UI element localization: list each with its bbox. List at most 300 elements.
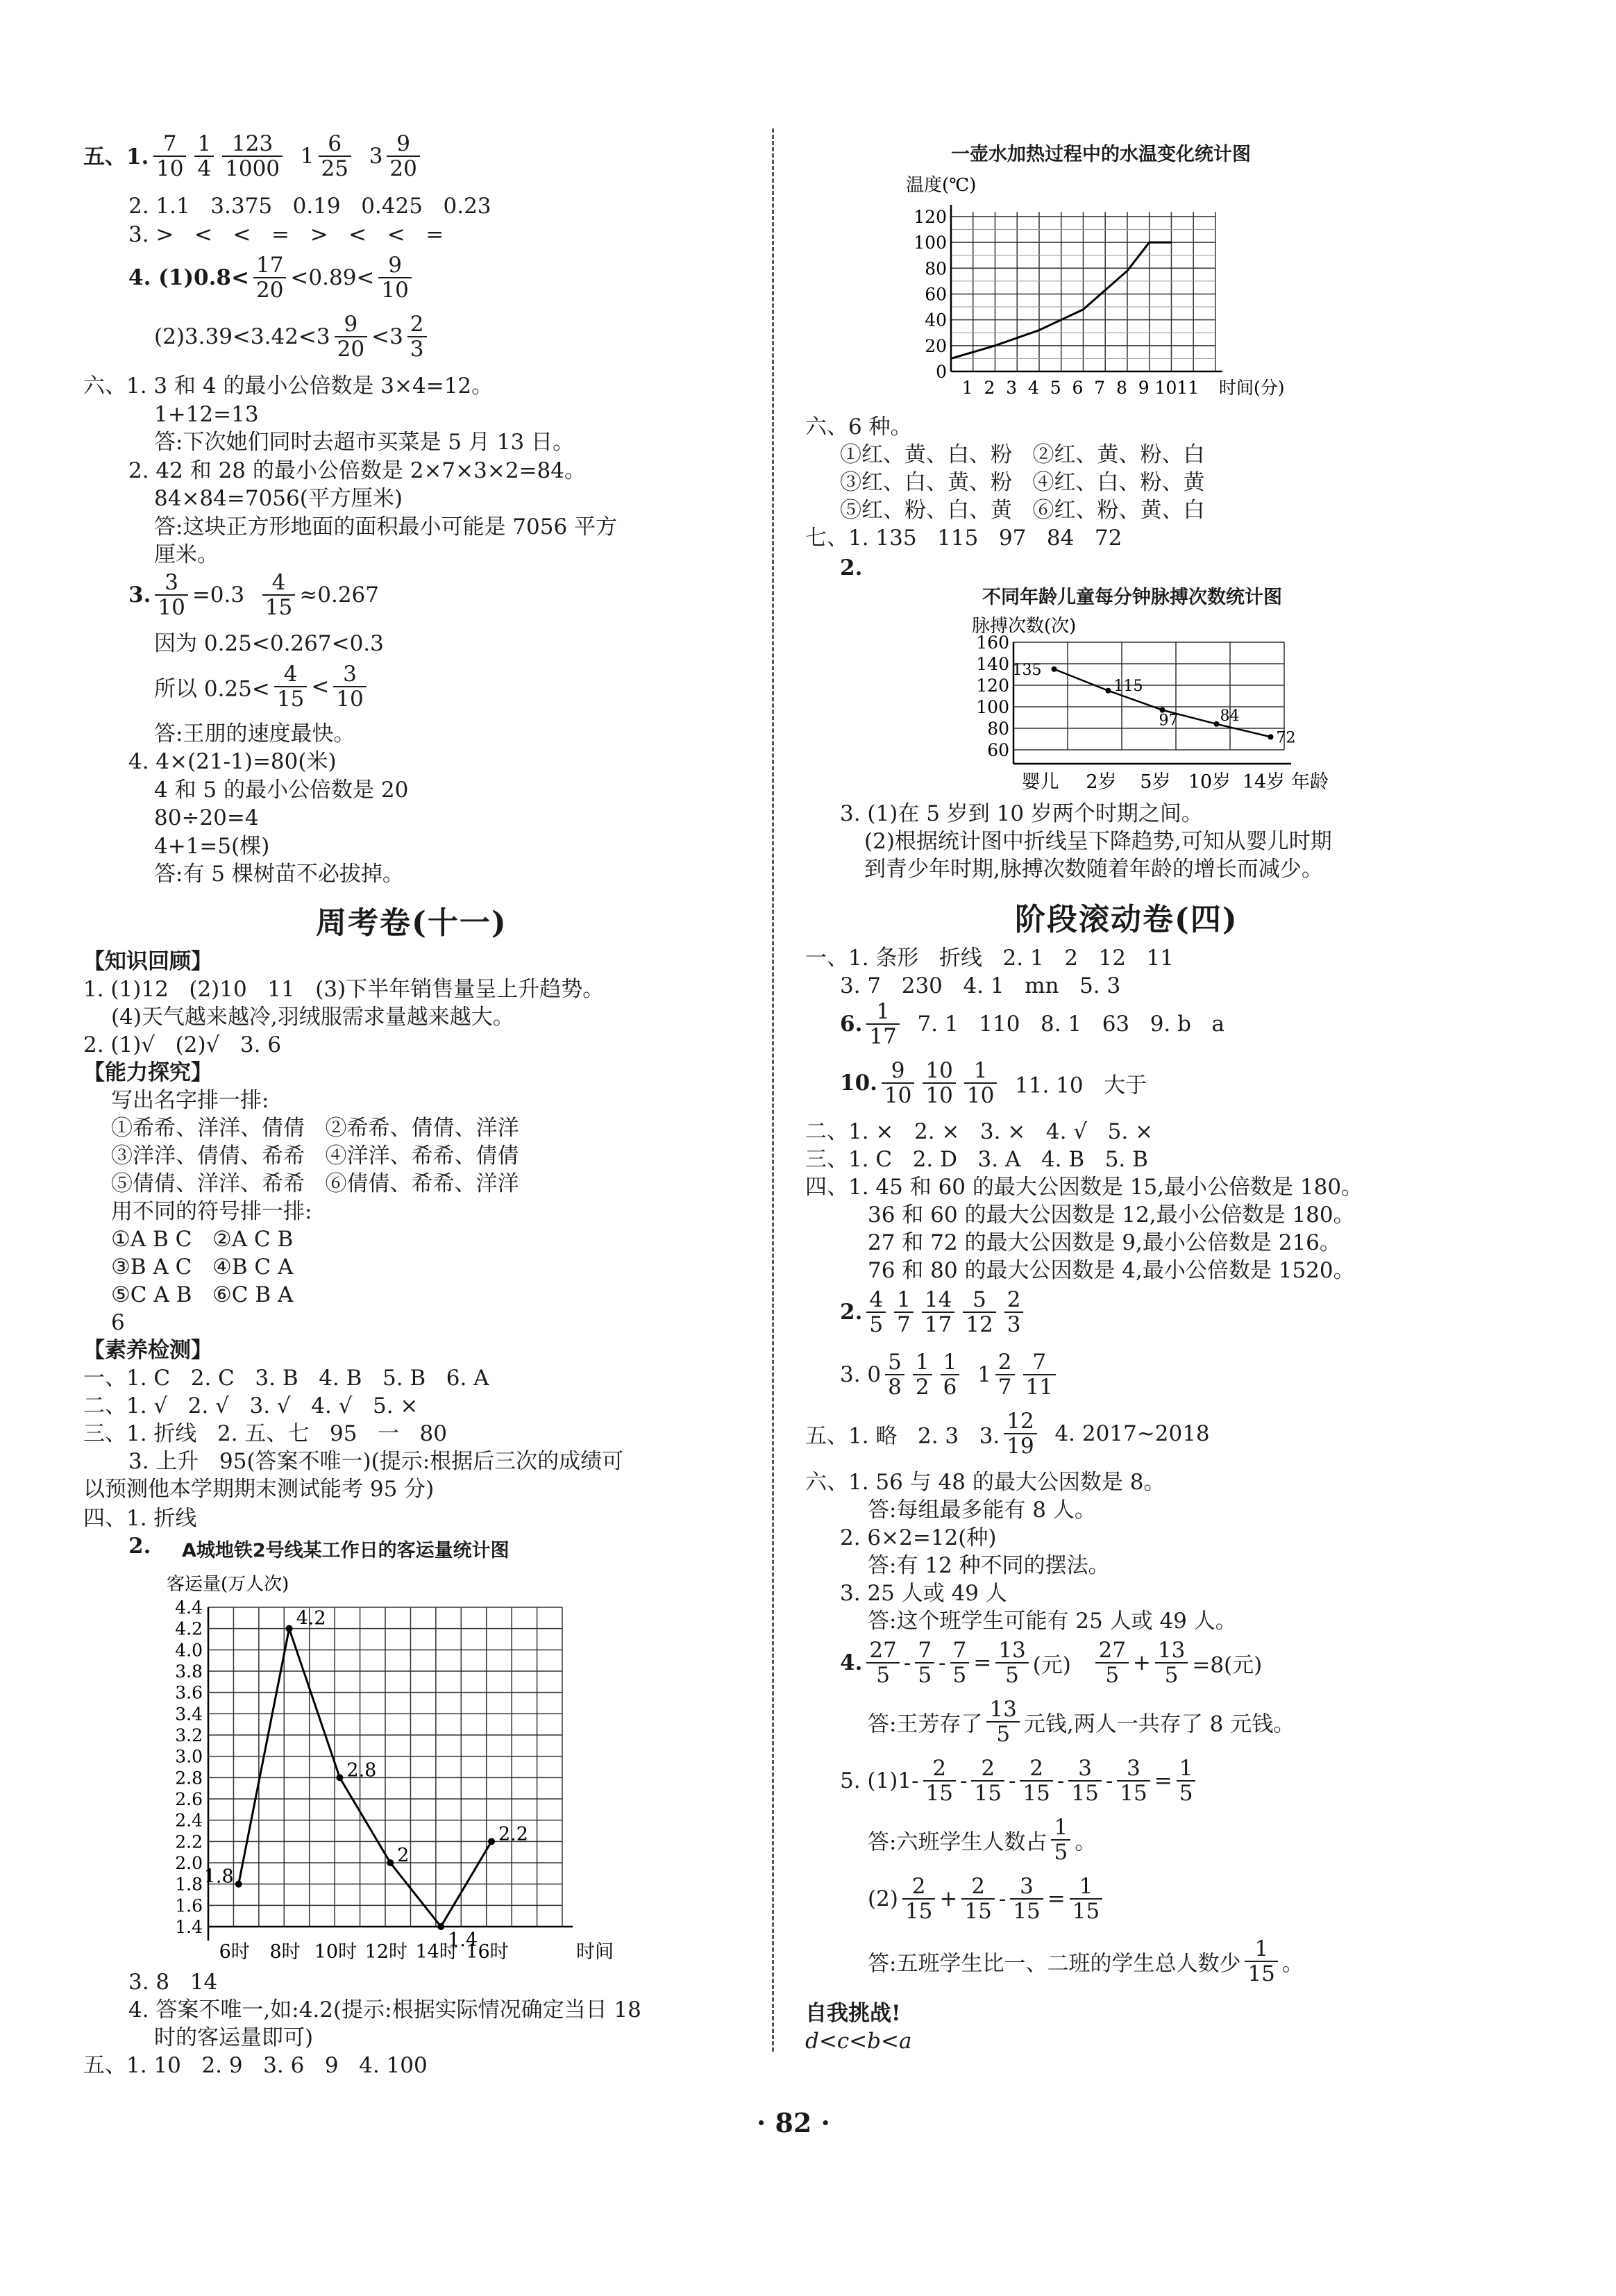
chart2-xlabel: 时间(分) [1218,378,1285,398]
text-run: 。 [1281,1951,1304,1977]
fraction [319,132,351,181]
numerator: 6 [319,132,351,157]
s4-2 [840,1288,1027,1336]
s6f: 答:这个班学生可能有 25 人或 49 人。 [868,1609,1237,1634]
text-run: <0.89< [290,265,375,290]
numerator: 1 [964,1059,997,1084]
s4a: 四、1. 45 和 60 的最大公因数是 15,最小公倍数是 180。 [805,1175,1363,1200]
nl2: ①希希、洋洋、倩倩 ②希希、倩倩、洋洋 [111,1116,519,1141]
s6k [868,1875,1106,1923]
x-tick-label: 6 [1072,378,1084,398]
denominator: 6 [943,1375,957,1400]
fraction [1095,1639,1128,1687]
q5-3: 3. > < < = > < < = [128,222,444,247]
numerator: 9 [378,253,411,278]
denominator: 12 [966,1312,993,1337]
denominator: 8 [888,1375,902,1400]
text-run: 11. 10 大于 [1001,1073,1147,1098]
y-tick-label: 1.8 [175,1874,203,1895]
week-title: 周考卷(十一) [316,905,507,941]
y-tick-label: 3.6 [175,1682,203,1703]
text-run: 2. [840,1300,863,1325]
zs1: 1. (1)12 (2)10 11 (3)下半年销售量呈上升趋势。 [83,977,605,1002]
x-tick-label: 1 [961,378,973,398]
y-tick-label: 120 [914,206,947,227]
denominator: 10 [966,1083,995,1108]
x-tick-label: 10 [1154,378,1177,398]
denominator: 15 [964,1899,992,1924]
r7-3a: 3. (1)在 5 岁到 10 岁两个时期之间。 [840,801,1203,826]
s6d: 答:有 12 种不同的摆法。 [868,1553,1110,1578]
nl4: ⑤倩倩、洋洋、希希 ⑥倩倩、希希、洋洋 [111,1171,519,1196]
fraction [1004,1409,1036,1458]
zs1b: (4)天气越来越冷,羽绒服需求量越来越大。 [111,1005,514,1030]
data-point [1268,734,1274,739]
denominator: 5 [1105,1663,1120,1688]
text-run: - [998,1886,1007,1911]
numerator: 1 [866,1000,899,1025]
fraction [866,1000,899,1048]
x-tick-label: 10时 [314,1941,357,1963]
fraction [155,571,187,619]
data-label: 2.2 [498,1823,528,1845]
denominator: 11 [1025,1375,1053,1400]
fraction [885,1350,904,1399]
numerator: 14 [922,1288,954,1313]
numerator: 1 [1245,1937,1277,1962]
chart1-title: A城地铁2号线某工作日的客运量统计图 [182,1540,510,1561]
denominator: 3 [410,337,424,362]
r6: 六、6 种。 [805,414,912,439]
text-run: 。 [1075,1829,1097,1855]
text-run: 3. [128,583,151,607]
text-run: 答:五班学生比一、二班的学生总人数少 [868,1951,1241,1977]
denominator: 10 [925,1083,953,1108]
x-tick-label: 2岁 [1086,771,1117,793]
fraction [387,132,419,181]
q6-3 [128,571,379,619]
nl6: ①A B C ②A C B [111,1227,294,1252]
y-tick-label: 2.2 [175,1832,203,1852]
numerator: 2 [995,1350,1015,1375]
q6-3c [154,662,371,711]
numerator: 13 [986,1698,1019,1723]
y-tick-label: 100 [976,697,1009,717]
numerator: 7 [153,132,186,157]
data-point [1052,667,1057,672]
q5-4-2 [154,312,431,361]
q6-2b: 84×84=7056(平方厘米) [154,486,403,511]
denominator: 17 [924,1312,952,1337]
data-label: 84 [1220,707,1240,725]
y-tick-label: 60 [925,284,947,305]
chart2-ylabel: 温度(℃) [906,175,977,196]
y-tick-label: 1.6 [175,1895,203,1916]
s1c [840,1000,1224,1048]
numerator: 3 [1010,1875,1043,1900]
numerator: 2 [407,312,427,337]
text-run: < [311,674,330,699]
numerator: 2 [1020,1757,1052,1782]
s1: 一、1. 条形 折线 2. 1 2 12 11 [805,946,1175,971]
fraction [963,1288,995,1336]
y-tick-label: 0 [936,362,947,382]
nl5: 用不同的符号排一排: [111,1199,312,1224]
denominator: 10 [158,595,185,620]
nl3: ③洋洋、倩倩、希希 ④洋洋、希希、倩倩 [111,1143,519,1168]
zs-heading: 【知识回顾】 [83,949,212,974]
zw1: d<c<b<a [805,2029,912,2054]
data-point [387,1859,394,1866]
numerator: 27 [866,1639,899,1664]
s6e: 3. 25 人或 49 人 [840,1581,1007,1606]
nl-heading: 【能力探究】 [83,1060,212,1085]
numerator: 2 [923,1757,956,1782]
denominator: 15 [1120,1781,1147,1806]
numerator: 2 [971,1757,1004,1782]
water-temp-chart [902,170,1333,406]
numerator: 1 [941,1350,960,1375]
s6g [840,1639,1262,1687]
denominator: 15 [1013,1899,1041,1924]
s4c: 27 和 72 的最大公因数是 9,最小公倍数是 216。 [868,1230,1341,1255]
text-run: - [939,1650,946,1675]
denominator: 1000 [225,156,280,181]
x-tick-label: 12时 [364,1941,407,1963]
q6-1: 六、1. 3 和 4 的最小公倍数是 3×4=12。 [83,374,494,399]
data-label: 72 [1276,729,1296,747]
sy2: 二、1. √ 2. √ 3. √ 4. √ 5. × [83,1393,419,1418]
y-tick-label: 3.4 [175,1704,203,1725]
text-run: 6. [840,1012,863,1037]
fraction [1010,1875,1043,1923]
y-tick-label: 160 [976,632,1009,653]
numerator: 1 [1177,1757,1196,1782]
r6b: ③红、白、黄、粉 ④红、白、粉、黄 [840,470,1205,495]
r7-2: 2. [840,555,863,580]
numerator: 17 [253,253,286,278]
x-tick-label: 16时 [466,1941,509,1963]
numerator: 7 [1023,1350,1056,1375]
text-run: =0.3 [192,583,258,607]
text-run: (2) [868,1886,898,1911]
text-run: ≈0.267 [299,583,379,607]
fraction [995,1639,1028,1687]
fraction [964,1059,997,1107]
data-point [336,1774,343,1781]
sy4-4: 4. 答案不唯一,如:4.2(提示:根据实际情况确定当日 18 [128,1997,641,2022]
fraction [407,312,427,361]
denominator: 15 [276,687,305,712]
s1d [840,1059,1147,1107]
q5-2: 2. 1.1 3.375 0.19 0.425 0.23 [128,194,491,219]
data-point [1214,721,1220,727]
fraction [1004,1288,1024,1336]
x-tick-label: 婴儿 [1021,771,1059,793]
y-tick-label: 20 [925,335,947,356]
numerator: 4 [274,662,307,687]
r6c: ⑤红、粉、白、黄 ⑥红、粉、黄、白 [840,498,1205,523]
s2: 二、1. × 2. × 3. × 4. √ 5. × [805,1119,1154,1144]
text-run: 1 [287,144,314,169]
q6-4b: 4 和 5 的最小公倍数是 20 [154,778,409,803]
chart3-ylabel: 脉搏次数(次) [972,616,1077,637]
x-tick-label: 6时 [219,1941,250,1963]
nl9: 6 [111,1310,125,1335]
fraction [902,1875,935,1923]
text-run: <3 [371,324,403,349]
column-divider [772,128,774,2052]
y-tick-label: 1.4 [175,1917,203,1937]
denominator: 20 [337,337,365,362]
q6-3b: 因为 0.25<0.267<0.3 [154,631,384,656]
s6h [868,1698,1295,1746]
x-tick-label: 14时 [415,1941,458,1963]
s6a: 六、1. 56 与 48 的最大公因数是 8。 [805,1470,1165,1495]
denominator: 15 [974,1781,1002,1806]
x-tick-label: 2 [984,378,995,398]
x-tick-label: 9 [1138,378,1150,398]
text-run: 4. [840,1650,863,1675]
page-number: · 82 · [757,2107,830,2138]
text-run: 答:王芳存了 [868,1711,983,1737]
numerator: 1 [1070,1875,1102,1900]
y-tick-label: 3.0 [175,1746,203,1767]
y-tick-label: 100 [914,233,947,253]
data-point [286,1625,293,1632]
r7-3b: (2)根据统计图中折线呈下降趋势,可知从婴儿时期 [864,829,1332,854]
fraction [894,1288,914,1336]
s5 [805,1409,1210,1458]
numerator: 1 [894,1288,914,1313]
numerator: 5 [885,1350,904,1375]
text-run: = [1047,1886,1066,1911]
fraction [378,253,411,302]
data-label: 97 [1159,712,1179,730]
text-run: + [1132,1650,1151,1675]
numerator: 9 [882,1059,914,1084]
q5-fractions [149,132,424,181]
fraction [941,1350,960,1399]
y-tick-label: 2.0 [175,1853,203,1873]
fraction [950,1639,970,1687]
fraction [1023,1350,1056,1399]
fraction [923,1059,955,1107]
y-tick-label: 60 [987,740,1009,760]
s6j [868,1816,1096,1864]
fraction [1177,1757,1196,1805]
numerator: 2 [961,1875,994,1900]
fraction [923,1757,956,1805]
denominator: 15 [1022,1781,1050,1806]
data-point [235,1881,242,1888]
y-tick-label: 120 [976,676,1009,696]
y-tick-label: 40 [925,310,947,330]
numerator: 2 [902,1875,935,1900]
y-tick-label: 4.2 [175,1618,203,1639]
x-tick-label: 8时 [269,1941,301,1963]
fraction [882,1059,914,1107]
q6-4d: 4+1=5(棵) [154,834,270,859]
stage-title: 阶段滚动卷(四) [1015,902,1238,937]
fraction [1051,1816,1070,1864]
x-tick-label: 11 [1177,378,1200,398]
denominator: 2 [915,1375,929,1400]
numerator: 7 [915,1639,934,1664]
sy3: 三、1. 折线 2. 五、七 95 一 80 [83,1421,448,1446]
denominator: 20 [255,278,284,303]
data-label: 1.8 [203,1866,234,1888]
fraction [961,1875,994,1923]
text-run: =8(元) [1192,1652,1263,1678]
fraction [262,571,295,619]
y-tick-label: 4.0 [175,1640,203,1661]
x-tick-label: 4 [1028,378,1039,398]
fraction [253,253,286,302]
s4d: 76 和 80 的最大公因数是 4,最小公倍数是 1520。 [868,1258,1355,1283]
denominator: 5 [876,1663,890,1688]
text-run: (2)3.39<3.42<3 [154,324,330,349]
data-label: 135 [1012,661,1042,679]
denominator: 5 [952,1663,967,1688]
numerator: 7 [950,1639,970,1664]
text-run: - [903,1650,911,1675]
nl7: ③B A C ④B C A [111,1255,294,1280]
fraction [1245,1937,1277,1986]
chart1-xlabel: 时间 [576,1941,614,1963]
text-run: - [1008,1768,1016,1793]
fraction [335,312,367,361]
numerator: 3 [333,662,366,687]
numerator: 9 [335,312,367,337]
denominator: 5 [869,1312,884,1337]
q6-2: 2. 42 和 28 的最小公倍数是 2×7×3×2=84。 [128,458,586,483]
q6-2d: 厘米。 [154,542,219,567]
text-run: 5. (1)1- [840,1768,919,1793]
y-tick-label: 2.6 [175,1789,203,1809]
denominator: 5 [1054,1840,1068,1865]
data-label: 4.2 [296,1607,326,1629]
y-tick-label: 2.8 [175,1768,203,1788]
fraction [995,1350,1015,1399]
fraction [1117,1757,1150,1805]
numerator: 1 [913,1350,932,1375]
denominator: 5 [918,1663,932,1688]
numerator: 12 [1004,1409,1036,1434]
y-tick-label: 2.4 [175,1810,203,1831]
fraction [971,1757,1004,1805]
denominator: 25 [321,156,348,181]
denominator: 5 [1005,1663,1019,1688]
metro-passenger-chart [160,1566,614,1963]
text-run: 4. 2017~2018 [1041,1421,1210,1446]
numerator: 4 [866,1288,886,1313]
s6c: 2. 6×2=12(种) [840,1525,997,1550]
data-label: 2.8 [346,1759,377,1782]
fraction [1068,1757,1101,1805]
text-run: = [1154,1768,1172,1793]
fraction [922,1288,954,1336]
x-tick-label: 3 [1006,378,1018,398]
numerator: 13 [1155,1639,1188,1664]
fraction [866,1288,886,1336]
data-point [1106,688,1111,694]
sy4-2: 2. [128,1534,151,1559]
fraction [1020,1757,1052,1805]
y-tick-label: 3.2 [175,1725,203,1745]
text-run: 元钱,两人一共存了 8 元钱。 [1023,1711,1295,1737]
numerator: 5 [963,1288,995,1313]
fraction [333,662,366,711]
sy4-4b: 时的客运量即可) [154,2025,314,2050]
s4b: 36 和 60 的最大公因数是 12,最小公倍数是 180。 [868,1203,1355,1227]
numerator: 123 [222,132,283,157]
denominator: 3 [1007,1312,1021,1337]
fraction [1155,1639,1188,1687]
s6i [840,1757,1200,1805]
x-tick-label: 8 [1116,378,1127,398]
text-run: 7. 1 110 8. 1 63 9. b a [903,1012,1225,1037]
q6-4c: 80÷20=4 [154,805,259,830]
pulse-chart [958,611,1347,795]
data-point [437,1923,444,1930]
y-tick-label: 80 [925,258,947,279]
x-tick-label: 14岁 [1242,771,1286,793]
text-run: + [939,1886,958,1911]
numerator: 1 [194,132,214,157]
denominator: 10 [381,278,409,303]
sy4-3: 3. 8 14 [128,1970,218,1995]
denominator: 20 [389,156,417,181]
denominator: 15 [1072,1899,1100,1924]
s1b: 3. 7 230 4. 1 mn 5. 3 [840,973,1121,998]
fraction [194,132,214,181]
denominator: 10 [884,1083,912,1108]
fraction [986,1698,1019,1746]
r6a: ①红、黄、白、粉 ②红、黄、粉、白 [840,442,1205,467]
denominator: 15 [904,1899,933,1924]
denominator: 15 [925,1781,953,1806]
zs2: 2. (1)√ (2)√ 3. 6 [83,1032,282,1057]
text-run: 3. 0 [840,1362,882,1387]
text-run: - [1105,1768,1113,1793]
denominator: 7 [998,1375,1012,1400]
x-tick-label: 7 [1094,378,1106,398]
chart1-ylabel: 客运量(万人次) [167,1574,289,1595]
numerator: 4 [262,571,295,596]
denominator: 17 [869,1024,897,1049]
data-label: 2 [397,1845,410,1866]
denominator: 15 [264,595,293,620]
fraction [274,662,307,711]
text-run: 所以 0.25< [154,676,270,702]
q6-2c: 答:这块正方形地面的面积最小可能是 7056 平方 [154,514,618,539]
q5-label: 五、1. [83,144,149,169]
q6-1c: 答:下次她们同时去超市买菜是 5 月 13 日。 [154,430,575,455]
q6-4e: 答:有 5 棵树苗不必拔掉。 [154,862,404,887]
numerator: 3 [1117,1757,1150,1782]
data-label: 1.4 [448,1929,478,1951]
sy4: 四、1. 折线 [83,1506,197,1531]
sy5: 五、1. 10 2. 9 3. 6 9 4. 100 [83,2053,428,2078]
numerator: 1 [1051,1816,1070,1841]
numerator: 2 [1004,1288,1024,1313]
x-tick-label: 5岁 [1140,771,1171,793]
y-tick-label: 3.8 [175,1661,203,1682]
denominator: 15 [1071,1781,1099,1806]
numerator: 3 [155,571,187,596]
zw-heading: 自我挑战! [805,2001,901,2026]
